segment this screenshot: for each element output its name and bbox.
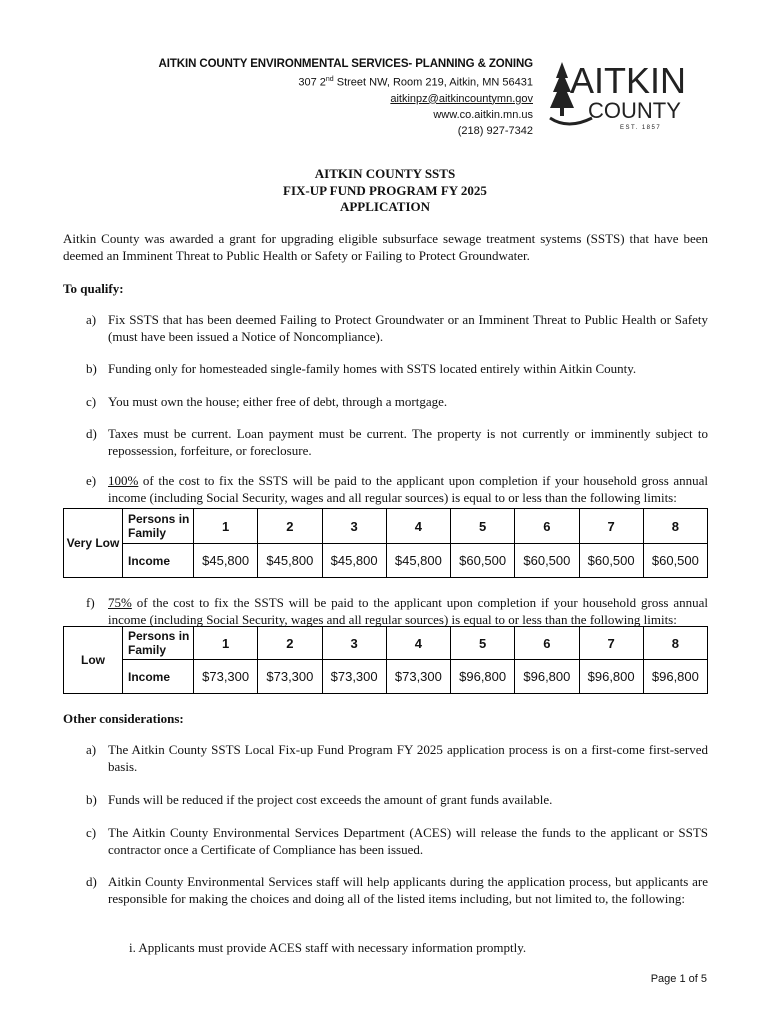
income-limit: $60,500 (579, 544, 643, 578)
family-size: 2 (258, 509, 322, 544)
family-size: 3 (322, 627, 386, 660)
percent-75: 75% (108, 595, 132, 610)
income-label: Income (123, 660, 194, 694)
income-limit: $96,800 (579, 660, 643, 694)
persons-label: Persons in Family (123, 509, 194, 544)
logo-line1: AITKIN (570, 60, 687, 101)
intro-paragraph: Aitkin County was awarded a grant for upgrading eligible subsurface sewage treatment systems (SSTS) that have been deemed an Imminent Threat to Public Health or Safety or Failing to Protect Groundwater. (63, 231, 708, 263)
income-limit: $60,500 (643, 544, 707, 578)
family-size: 1 (194, 509, 258, 544)
income-limit: $45,800 (258, 544, 322, 578)
category-low: Low (64, 627, 123, 694)
website-link[interactable]: www.co.aitkin.mn.us (433, 108, 533, 121)
income-limit: $73,300 (258, 660, 322, 694)
very-low-income-table (63, 508, 708, 578)
income-limit: $60,500 (451, 544, 515, 578)
income-limit: $96,800 (515, 660, 579, 694)
phone: (218) 927-7342 (457, 124, 533, 137)
low-income-table (63, 626, 708, 694)
family-size: 7 (579, 627, 643, 660)
sub-item-i: i. Applicants must provide ACES staff with necessary information promptly. (129, 940, 527, 955)
logo-est: EST. 1857 (620, 125, 662, 131)
family-size: 1 (194, 627, 258, 660)
family-size: 2 (258, 627, 322, 660)
address: 307 2nd Street NW, Room 219, Aitkin, MN 56431 (298, 76, 533, 89)
family-size: 8 (643, 509, 707, 544)
income-limit: $73,300 (386, 660, 450, 694)
family-size: 6 (515, 509, 579, 544)
qualify-item-d: d) Taxes must be current. Loan payment must be current. The property is not currently or imminently subject to repossession, forfeiture, or foreclosure. (86, 426, 708, 458)
persons-label: Persons in Family (123, 627, 194, 660)
family-size: 3 (322, 509, 386, 544)
qualify-item-f: f) 75% of the cost to fix the SSTS will be paid to the applicant upon completion if your household gross annual income (including Social Security, wages and all regular sources) is equal to or less than the following limits: (86, 595, 708, 627)
org-name: AITKIN COUNTY ENVIRONMENTAL SERVICES- PLANNING & ZONING (158, 58, 533, 70)
income-limit: $45,800 (194, 544, 258, 578)
other-item-d: d) Aitkin County Environmental Services staff will help applicants during the application process, but applicants are responsible for making the choices and doing all of the listed items including, but not limited to, the following: (86, 874, 708, 906)
letterhead (100, 56, 533, 139)
income-limit: $73,300 (194, 660, 258, 694)
family-size: 7 (579, 509, 643, 544)
email-link[interactable]: aitkinpz@aitkincountymn.gov (390, 92, 533, 105)
other-item-b: b) Funds will be reduced if the project cost exceeds the amount of grant funds available. (86, 792, 553, 807)
qualify-item-c: c) You must own the house; either free of debt, through a mortgage. (86, 394, 448, 409)
income-limit: $45,800 (322, 544, 386, 578)
family-size: 8 (643, 627, 707, 660)
percent-100: 100% (108, 473, 139, 488)
other-item-a: a) The Aitkin County SSTS Local Fix-up Fund Program FY 2025 application process is on a first-come first-served basis. (86, 742, 708, 774)
other-item-c: c) The Aitkin County Environmental Services Department (ACES) will release the funds to the applicant or SSTS contractor once a Certificate of Compliance has been issued. (86, 825, 708, 857)
document-title: AITKIN COUNTY SSTS FIX-UP FUND PROGRAM FY 2025 APPLICATION (283, 166, 487, 214)
income-limit: $73,300 (322, 660, 386, 694)
family-size: 4 (386, 509, 450, 544)
logo-graphic (548, 58, 688, 132)
income-limit: $96,800 (451, 660, 515, 694)
family-size: 6 (515, 627, 579, 660)
page-number: Page 1 of 5 (650, 973, 707, 985)
aitkin-county-logo (548, 58, 688, 132)
other-heading: Other considerations: (63, 711, 184, 726)
family-size: 5 (451, 627, 515, 660)
family-size: 4 (386, 627, 450, 660)
income-limit: $45,800 (386, 544, 450, 578)
income-limit: $96,800 (643, 660, 707, 694)
qualify-heading: To qualify: (63, 281, 124, 296)
qualify-item-b: b) Funding only for homesteaded single-family homes with SSTS located entirely within Aitkin County. (86, 361, 637, 376)
income-label: Income (123, 544, 194, 578)
income-limit: $60,500 (515, 544, 579, 578)
qualify-item-e: e) 100% of the cost to fix the SSTS will be paid to the applicant upon completion if your household gross annual income (including Social Security, wages and all regular sources) is equal to or less than the following limits: (86, 473, 708, 505)
category-very-low: Very Low (64, 509, 123, 578)
qualify-item-a: a) Fix SSTS that has been deemed Failing to Protect Groundwater or an Imminent Threat to Public Health or Safety (must have been issued a Notice of Noncompliance). (86, 312, 708, 344)
family-size: 5 (451, 509, 515, 544)
logo-line2: COUNTY (588, 98, 681, 123)
